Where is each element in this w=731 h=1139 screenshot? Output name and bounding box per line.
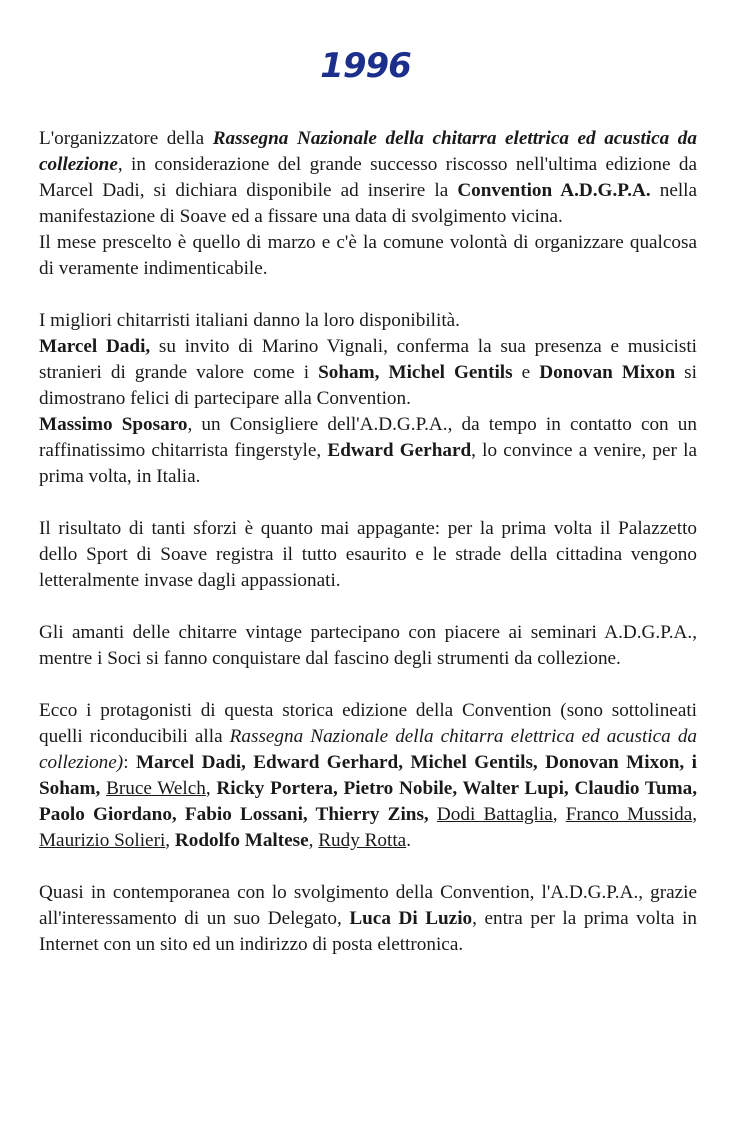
paragraph-protagonists — [39, 698, 697, 854]
paragraph-gap — [39, 282, 697, 308]
person-name: Massimo Sposaro — [39, 414, 188, 435]
person-name: Luca Di Luzio — [349, 908, 473, 929]
paragraph-sposaro — [39, 412, 697, 490]
event-name: Rassegna Nazionale della chitarra elettrica ed acustica da collezione — [39, 128, 697, 175]
underlined-artist: Franco Mussida — [565, 804, 693, 825]
underlined-artist: Dodi Battaglia — [436, 804, 553, 825]
text-run: nella manifestazione di Soave ed a fissare una data di svolgimento vicina. — [39, 180, 698, 227]
text-run: su invito di Marino Vignali, conferma la sua presenza e musicisti stranieri di grande valore come i — [39, 336, 697, 383]
artist-name: Donovan Mixon — [539, 362, 676, 383]
paragraph-vintage: Gli amanti delle chitarre vintage partecipano con piacere ai seminari A.D.G.P.A., mentre i Soci si fanno conquistare dal fascino degli strumenti da collezione. — [39, 622, 697, 669]
text-run: , — [205, 778, 217, 799]
underlined-artist: Maurizio Solieri — [39, 830, 166, 851]
paragraph-gap — [39, 490, 697, 516]
artist-name: Marcel Dadi, — [39, 336, 151, 357]
text-run: , un Consigliere dell'A.D.G.P.A., da tempo in contatto con un raffinatissimo chitarrista fingerstyle, — [39, 414, 697, 461]
paragraph-intro — [39, 126, 697, 230]
text-run: , lo convince a venire, per la prima volta, in Italia. — [39, 440, 697, 487]
artist-name: Soham, — [318, 362, 380, 383]
underlined-artist: Rudy Rotta — [318, 830, 407, 851]
artist-list: Ricky Portera, Pietro Nobile, Walter Lupi, Claudio Tuma, Paolo Giordano, Fabio Lossani, Thierry Zins, — [39, 778, 698, 825]
text-run: , — [552, 804, 566, 825]
artist-name: Michel Gentils — [388, 362, 513, 383]
page-title: 1996 — [320, 46, 411, 86]
event-name: Rassegna Nazionale della chitarra elettrica ed acustica da collezione) — [39, 726, 698, 773]
text-run: Quasi in contemporanea con lo svolgimento della Convention, l'A.D.G.P.A., grazie all'interessamento di un suo Delegato, — [39, 882, 697, 929]
paragraph-gap — [39, 672, 697, 698]
paragraph-dadi — [39, 334, 697, 412]
text-run: L'organizzatore della — [39, 128, 213, 149]
paragraph-result: Il risultato di tanti sforzi è quanto mai appagante: per la prima volta il Palazzetto dello Sport di Soave registra il tutto esaurito e le strade della cittadina vengono letteralmente invase dagli appassionati. — [39, 518, 697, 591]
artist-name: Rodolfo Maltese — [174, 830, 309, 851]
paragraph-gap — [39, 594, 697, 620]
artist-list: Marcel Dadi, Edward Gerhard, Michel Gentils, Donovan Mixon, i Soham, — [39, 752, 697, 799]
artist-name: Edward Gerhard — [327, 440, 472, 461]
text-run: , — [692, 804, 698, 825]
paragraph-gap — [39, 854, 697, 880]
text-run: Ecco i protagonisti di questa storica edizione della Convention (sono sottolineati quelli riconducibili alla — [39, 700, 697, 747]
text-run: , — [165, 830, 175, 851]
underlined-artist: Bruce Welch — [106, 778, 206, 799]
paragraph-guitarists: I migliori chitarristi italiani danno la loro disponibilità. — [39, 310, 460, 331]
text-run: si dimostrano felici di partecipare alla Convention. — [39, 362, 697, 409]
text-run: e — [512, 362, 540, 383]
text-run: . — [406, 830, 411, 851]
text-run: , — [308, 830, 319, 851]
paragraph-month: Il mese prescelto è quello di marzo e c'è la comune volontà di organizzare qualcosa di veramente indimenticabile. — [39, 232, 697, 279]
text-run: : — [123, 752, 136, 773]
convention-name: Convention A.D.G.P.A. — [457, 180, 651, 201]
paragraph-internet — [39, 880, 697, 958]
document-body — [39, 126, 697, 958]
text-run: , entra per la prima volta in Internet con un sito ed un indirizzo di posta elettronica. — [39, 908, 697, 955]
text-run — [429, 804, 437, 825]
text-run: , in considerazione del grande successo riscosso nell'ultima edizione da Marcel Dadi, si dichiara disponibile ad inserire la — [39, 154, 697, 201]
